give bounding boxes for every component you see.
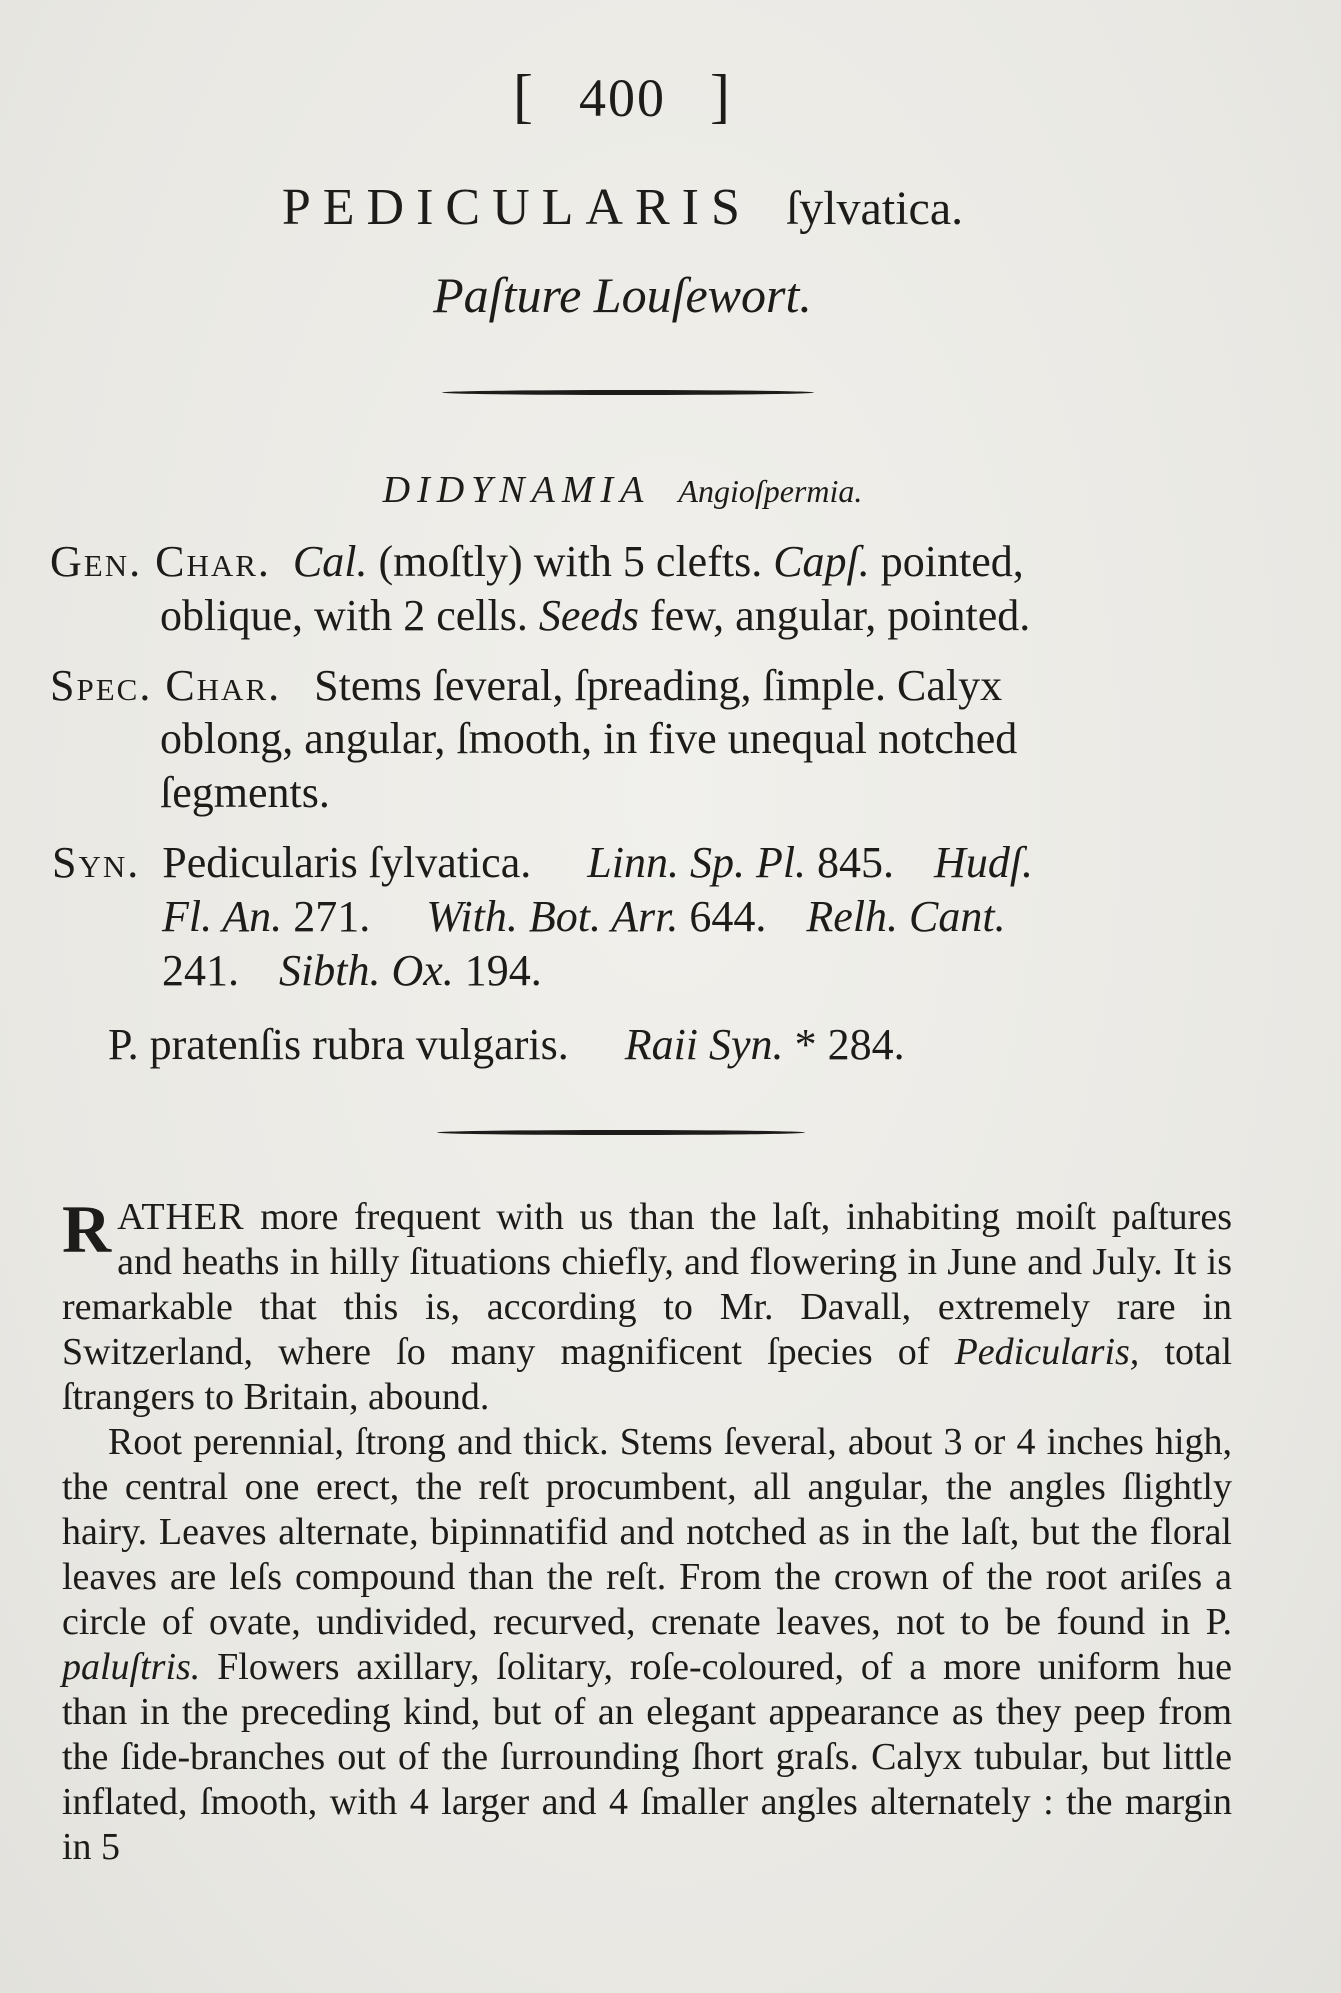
genus-name: PEDICULARIS bbox=[281, 179, 752, 236]
drop-cap: R bbox=[62, 1191, 112, 1267]
spec-char-line-2: oblong, angular, ſmooth, in five unequal notched bbox=[160, 714, 1018, 763]
common-name: Paſture Louſewort. bbox=[433, 267, 812, 323]
bracket-left: [ bbox=[513, 63, 535, 129]
syn-label: Syn. bbox=[52, 838, 141, 887]
syn-line-1: Syn. Pedicularis ſylvatica. Linn. Sp. Pl. 845. Hudſ. bbox=[52, 838, 1034, 887]
spec-char-line-1: Spec. Char. Stems ſeveral, ſpreading, ſimple. Calyx bbox=[50, 661, 1003, 710]
gen-char-label: Gen. Char. bbox=[50, 537, 271, 586]
paragraph-1: RATHER more frequent with us than the laſt, inhabiting moiſt paſtures and heaths in hilly ſituations chiefly, and flowering in June and July. It is remarkable that this is, according to Mr. Davall, extremely rare in Switzerland, where ſo many magnificent ſpecies of Pedicularis, total ſtrangers to Britain, abound. bbox=[62, 1191, 1232, 1418]
page-number bbox=[0, 62, 1245, 131]
syn-line-4: P. pratenſis rubra vulgaris. Raii Syn. * 284. bbox=[108, 1020, 905, 1069]
description-text bbox=[62, 1191, 1232, 1870]
classification bbox=[0, 468, 1245, 512]
syn-line-3: 241. Sibth. Ox. 194. bbox=[162, 946, 542, 995]
gen-char-line-1: Gen. Char. Cal. (moſtly) with 5 clefts. Capſ. pointed, bbox=[50, 537, 1024, 586]
divider-rule bbox=[442, 390, 814, 395]
syn-line-2: Fl. An. 271. With. Bot. Arr. 644. Relh. Cant. bbox=[162, 892, 1006, 941]
linnaean-class: DIDYNAMIA bbox=[382, 469, 651, 511]
spec-char-label: Spec. Char. bbox=[50, 661, 282, 710]
species-title bbox=[0, 178, 1245, 237]
spec-char-line-3: ſegments. bbox=[160, 768, 330, 817]
page-number-value: 400 bbox=[579, 68, 666, 128]
bracket-right: ] bbox=[710, 63, 732, 129]
gen-char-line-2: oblique, with 2 cells. Seeds few, angular, pointed. bbox=[160, 591, 1031, 640]
divider-rule-2 bbox=[437, 1130, 805, 1135]
paragraph-2: Root perennial, ſtrong and thick. Stems ſeveral, about 3 or 4 inches high, the central one erect, the reſt procumbent, all angular, the angles ſlightly hairy. Leaves alternate, bipinnatifid and notched as in the laſt, but the floral leaves are leſs compound than the reſt. From the crown of the root ariſes a circle of ovate, undivided, recurved, crenate leaves, not to be found in P. paluſtris. Flowers axillary, ſolitary, roſe-coloured, of a more uniform hue than in the preceding kind, but of an elegant appearance as they peep from the ſide-branches out of the ſurrounding ſhort graſs. Calyx tubular, but little inflated, ſmooth, with 4 larger and 4 ſmaller angles alternately : the margin in 5 bbox=[62, 1421, 1232, 1868]
species-name: ſylvatica. bbox=[785, 182, 964, 235]
linnaean-order: Angioſpermia. bbox=[678, 473, 863, 509]
